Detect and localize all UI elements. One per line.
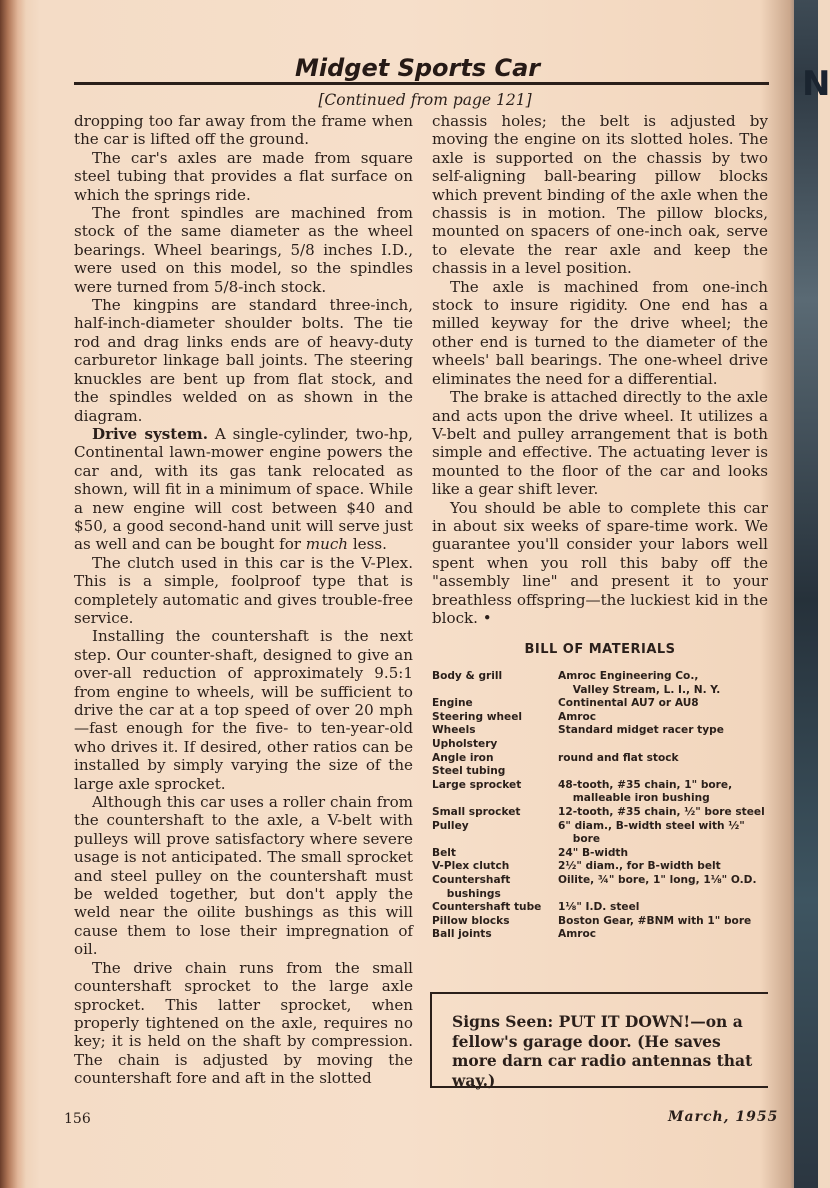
bom-row	[432, 820, 772, 834]
bom-part: Steel tubing	[432, 765, 506, 778]
bom-description: Amroc	[558, 710, 597, 723]
bom-description: Oilite, ¾" bore, 1" long, 1⅛" O.D.	[558, 873, 757, 886]
bom-row	[432, 833, 772, 847]
bom-row	[432, 928, 772, 942]
bom-part: Upholstery	[432, 737, 498, 750]
bom-part	[432, 684, 558, 698]
article-title: Midget Sports Car	[295, 54, 541, 82]
bom-description: malleable iron bushing	[558, 792, 710, 805]
binding-spine	[0, 0, 26, 1188]
bom-row	[432, 684, 772, 698]
bom-description: Valley Stream, L. I., N. Y.	[558, 683, 721, 696]
bom-part: Angle iron	[432, 751, 494, 764]
bom-part	[432, 792, 558, 806]
bom-part: Body & grill	[432, 670, 503, 682]
paragraph: Although this car uses a roller chain from the countershaft to the axle, a V-belt with pulleys will prove satisfactory where severe usage is not anticipated. The small sprocket and steel pulley on the countershaft must be welded together, but don't apply the weld near the oilite bushings as this will cause them to lose their impregnation of oil.	[74, 793, 413, 959]
paragraph: You should be able to complete this car in about six weeks of spare-time work. We guarantee you'll consider your labors well spent when you roll this baby off the "assembly line" and present it to your breathless offspring—the luckiest kid in the block. •	[432, 498, 768, 627]
bom-description: 2½" diam., for B-width belt	[558, 860, 721, 873]
bom-description: Amroc Engineering Co.,	[558, 670, 699, 682]
bom-row	[432, 860, 772, 874]
bom-part: Countershaft	[432, 873, 511, 886]
bom-description: Standard midget racer type	[558, 724, 724, 737]
bom-description	[558, 888, 772, 902]
facing-page-letter: N	[802, 64, 830, 104]
emphasis-text: much	[305, 535, 349, 554]
header-rule	[74, 82, 769, 85]
bom-row	[432, 806, 772, 820]
bom-part: Steering wheel	[432, 710, 523, 723]
bom-part	[432, 833, 558, 847]
bom-description: bore	[558, 833, 601, 846]
section-heading: Drive system.	[92, 424, 209, 443]
paragraph: The brake is attached directly to the axle and acts upon the drive wheel. It utilizes a V-belt and pulley arrangement that is both simple and effective. The actuating lever is mounted to the floor of the car and looks like a gear shift lever.	[432, 388, 768, 499]
continued-text: [Continued from page 121]	[318, 91, 532, 109]
bom-part: Pulley	[432, 819, 469, 832]
bom-part: Belt	[432, 846, 456, 859]
bom-row	[432, 724, 772, 738]
paragraph: The front spindles are machined from stock of the same diameter as the wheel bearings. Wheel bearings, 5/8 inches I.D., were used on this model, so the spindles were turned from 5/8-inch stock.	[74, 204, 413, 296]
bom-part: bushings	[432, 887, 501, 900]
left-column	[74, 112, 413, 1088]
bom-description	[558, 765, 772, 779]
bom-description: 48-tooth, #35 chain, 1" bore,	[558, 778, 733, 791]
bom-row	[432, 711, 772, 725]
bom-part: Wheels	[432, 724, 476, 737]
bom-description: 6" diam., B-width steel with ½"	[558, 819, 745, 832]
bom-row	[432, 874, 772, 888]
paragraph: The kingpins are standard three-inch, half-inch-diameter shoulder bolts. The tie rod and drag links ends are of heavy-duty carburetor linkage ball joints. The steering knuckles are bent up from flat stock, and the spindles welded on as shown in the diagram.	[74, 296, 413, 425]
paragraph: The car's axles are made from square steel tubing that provides a flat surface on which the springs ride.	[74, 148, 413, 204]
facing-page-edge	[794, 0, 830, 1188]
bom-row	[432, 888, 772, 902]
bom-row	[432, 752, 772, 766]
page-number: 156	[64, 1111, 91, 1127]
right-column	[432, 112, 768, 627]
bom-row	[432, 779, 772, 793]
bom-description: 24" B-width	[558, 846, 629, 859]
bom-row	[432, 670, 772, 684]
bom-row	[432, 915, 772, 929]
paragraph: The drive chain runs from the small countershaft sprocket to the large axle sprocket. This latter sprocket, when properly tightened on the axle, requires no key; it is held on the shaft by compression. The chain is adjusted by moving the countershaft fore and aft in the slotted	[74, 958, 413, 1088]
bom-part: Pillow blocks	[432, 914, 510, 927]
paragraph: The axle is machined from one-inch stock to insure rigidity. One end has a milled keyway for the drive wheel; the other end is turned to the diameter of the wheels' ball bearings. The one-wheel drive eliminates the need for a differential.	[432, 277, 768, 388]
bom-row	[432, 738, 772, 752]
bom-row	[432, 792, 772, 806]
bom-row	[432, 697, 772, 711]
bom-description: round and flat stock	[558, 751, 679, 764]
paragraph: Installing the countershaft is the next step. Our counter-shaft, designed to give an over-all reduction of approximately 9.5:1 from engine to wheels, will be sufficient to drive the car at a top speed of over 20 mph—fast enough for the five- to ten-year-old who drives it. If desired, other ratios can be installed by simply varying the size of the large axle sprocket.	[74, 627, 413, 793]
paragraph: The clutch used in this car is the V-Plex. This is a simple, foolproof type that is completely automatic and gives trouble-free service.	[74, 553, 413, 627]
bom-part: V-Plex clutch	[432, 860, 510, 873]
bom-description	[558, 738, 772, 752]
bom-description: Amroc	[558, 928, 597, 941]
paragraph-text: less.	[348, 535, 387, 554]
paragraph: chassis holes; the belt is adjusted by moving the engine on its slotted holes. The axle is supported on the chassis by two self-aligning ball-bearing pillow blocks which prevent binding of the axle when the chassis is in motion. The pillow blocks, mounted on spacers of one-inch oak, serve to elevate the rear axle and keep the chassis in a level position.	[432, 112, 768, 278]
bom-row	[432, 847, 772, 861]
bom-part: Small sprocket	[432, 805, 521, 818]
bom-part: Engine	[432, 697, 473, 710]
issue-date: March, 1955	[668, 1109, 779, 1125]
bom-row	[432, 901, 772, 915]
bom-part: Large sprocket	[432, 778, 522, 791]
paragraph-text: A single-cylinder, two-hp, Continental lawn-mower engine powers the car and, with its gas tank relocated as shown, will fit in a minimum of space. While a new engine will cost between $40 and $50, a good second-hand unit will serve just as well and can be bought for	[74, 424, 413, 554]
bill-of-materials-title: BILL OF MATERIALS	[524, 642, 676, 657]
bom-row	[432, 765, 772, 779]
signs-seen-text: Signs Seen: PUT IT DOWN!—on a fellow's garage door. (He saves more darn car radio antennas that way.)	[452, 1012, 753, 1090]
bom-part: Ball joints	[432, 928, 492, 941]
paragraph: dropping too far away from the frame when the car is lifted off the ground.	[74, 112, 413, 149]
bill-of-materials-table	[432, 670, 772, 942]
bom-description: 12-tooth, #35 chain, ½" bore steel	[558, 805, 765, 818]
paragraph-drive-system	[74, 425, 413, 554]
bom-description: Continental AU7 or AU8	[558, 697, 699, 710]
bom-part: Countershaft tube	[432, 901, 542, 914]
continued-note	[295, 91, 555, 109]
bom-description: 1⅛" I.D. steel	[558, 901, 640, 914]
bom-description: Boston Gear, #BNM with 1" bore	[558, 914, 752, 927]
